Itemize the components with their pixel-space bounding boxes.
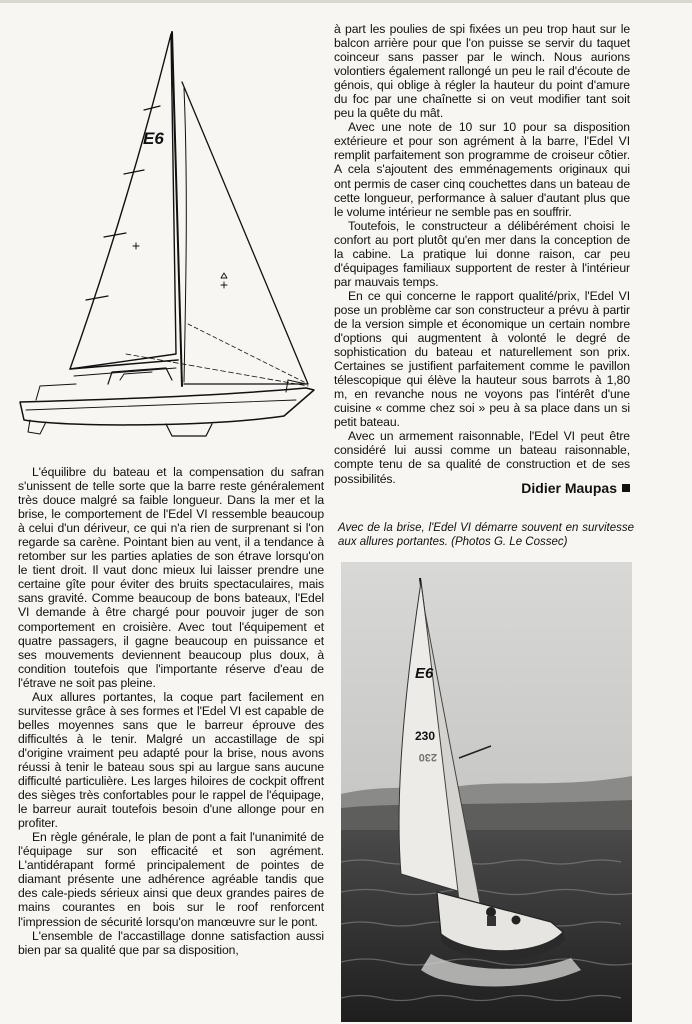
right-paragraph-4: En ce qui concerne le rapport qualité/prix, l'Edel VI pose un problème car son constructeur a prévu à partir de la version simple et économique un certain nombre d'options qui augmentent à volonté le degré de sophistication du bateau et naturellement son prix. Certaines se justifient parfaitement comme le pavillon télescopique qui élève la hauteur sous barrots à 1,80 m, en revanche nous ne voyons pas l'intérêt d'une cuisine « comme chez soi » peu à sa place dans un si petit bateau. xyxy=(334,288,630,430)
right-paragraph-3: Toutefois, le constructeur a délibérément choisi le confort au port plutôt qu'en mer dans la conception de la cabine. La pratique lui donne raison, car peu d'équipages familiaux supportent de rester à l'intérieur par mauvais temps. xyxy=(334,218,630,289)
left-paragraph-3: En règle générale, le plan de pont a fait l'unanimité de l'équipage sur son efficacité et son agrément. L'antidérapant formé principalement de pointes de diamant présente une adhérence agréable tandis que des cale-pieds sérieux ainsi que deux grandes paires de mains courantes en bois sur le roof renforcent l'impression de sécurité lorsqu'on manœuvre sur le pont. xyxy=(18,830,324,929)
right-paragraph-2: Avec une note de 10 sur 10 pour sa disposition extérieure et pour son agrément à la barre, l'Edel VI remplit parfaitement son programme de croiseur côtier. A cela s'ajoutent des emménagements originaux qui ont permis de caser cinq couchettes dans un bateau de cette longueur, performance à saluer d'autant plus que le volume intérieur ne semble pas en souffrir. xyxy=(334,120,630,219)
sail-plan-drawing xyxy=(16,24,322,444)
sailboat-photo xyxy=(341,562,632,1022)
left-paragraph-1: L'équilibre du bateau et la compensation du safran s'unissent de telle sorte que la barre reste généralement très douce malgré sa faible longueur. Dans la mer et la brise, le comportement de l'Edel VI ressemble beaucoup à celui d'un dériveur, ce qui n'a rien de surprenant si l'on regarde sa carène. Pointant bien au vent, il a tendance à retomber sur les parties aplaties de son étrave lorsqu'on le tient droit. Il vaut donc mieux lui laisser prendre une certaine gîte pour éviter des bruits spectaculaires, mais sans gravité. Comme beaucoup de bons bateaux, l'Edel VI demande à être chargé pour pouvoir juger de son comportement en croisière. Avec tout l'équipement et quatre passagers, il gagne beaucoup en puissance et ses mouvements deviennent beaucoup plus doux, à condition toutefois que l'importante réserve d'eau de l'étrave ne soit pas pleine. xyxy=(18,465,324,690)
end-mark-square xyxy=(622,484,630,492)
drawing-sail-mark: E6 xyxy=(143,129,164,148)
author-signature xyxy=(450,480,630,496)
right-paragraph-1: à part les poulies de spi fixées un peu trop haut sur le balcon arrière pour que l'on puisse se servir du taquet coinceur sans passer par le winch. Nous aurions volontiers également rallongé un peu le rail d'écoute de génois, qui oblige à régler la hauteur du point d'amure du foc par une chaînette si on veut modifier tant soit peu la quête du mât. xyxy=(334,22,630,121)
page-top-rule xyxy=(0,0,692,3)
right-paragraph-5: Avec un armement raisonnable, l'Edel VI peut être considéré lui aussi comme un bateau raisonnable, compte tenu de sa qualité de construction et de ses possibilités. xyxy=(334,429,630,486)
left-paragraph-4: L'ensemble de l'accastillage donne satisfaction aussi bien par sa qualité que par sa disposition, xyxy=(18,928,324,957)
author-name: Didier Maupas xyxy=(521,480,617,496)
photo-sail-mark: E6 xyxy=(415,665,434,682)
photo-caption: Avec de la brise, l'Edel VI démarre souvent en survitesse aux allures portantes. (Photos G. Le Cossec) xyxy=(338,522,634,548)
photo-sail-number-1: 230 xyxy=(415,729,436,743)
left-column xyxy=(18,465,324,957)
left-paragraph-2: Aux allures portantes, la coque part facilement en survitesse grâce à ses formes et l'Edel VI est capable de belles moyennes sans que le barreur éprouve des difficultés à le tenir. Malgré un accastillage de spi d'origine vraiment peu adapté pour la brise, nous avons réussi à tenir le bateau sous spi au largue sans aucune difficulté particulière. Les larges hiloires de cockpit offrent des sièges très confortables pour le rappel de l'équipage, le barreur aurait toutefois besoin d'une allonge pour en profiter. xyxy=(18,689,324,831)
right-column xyxy=(334,22,630,486)
photo-sail-number-2: 230 xyxy=(418,751,437,763)
